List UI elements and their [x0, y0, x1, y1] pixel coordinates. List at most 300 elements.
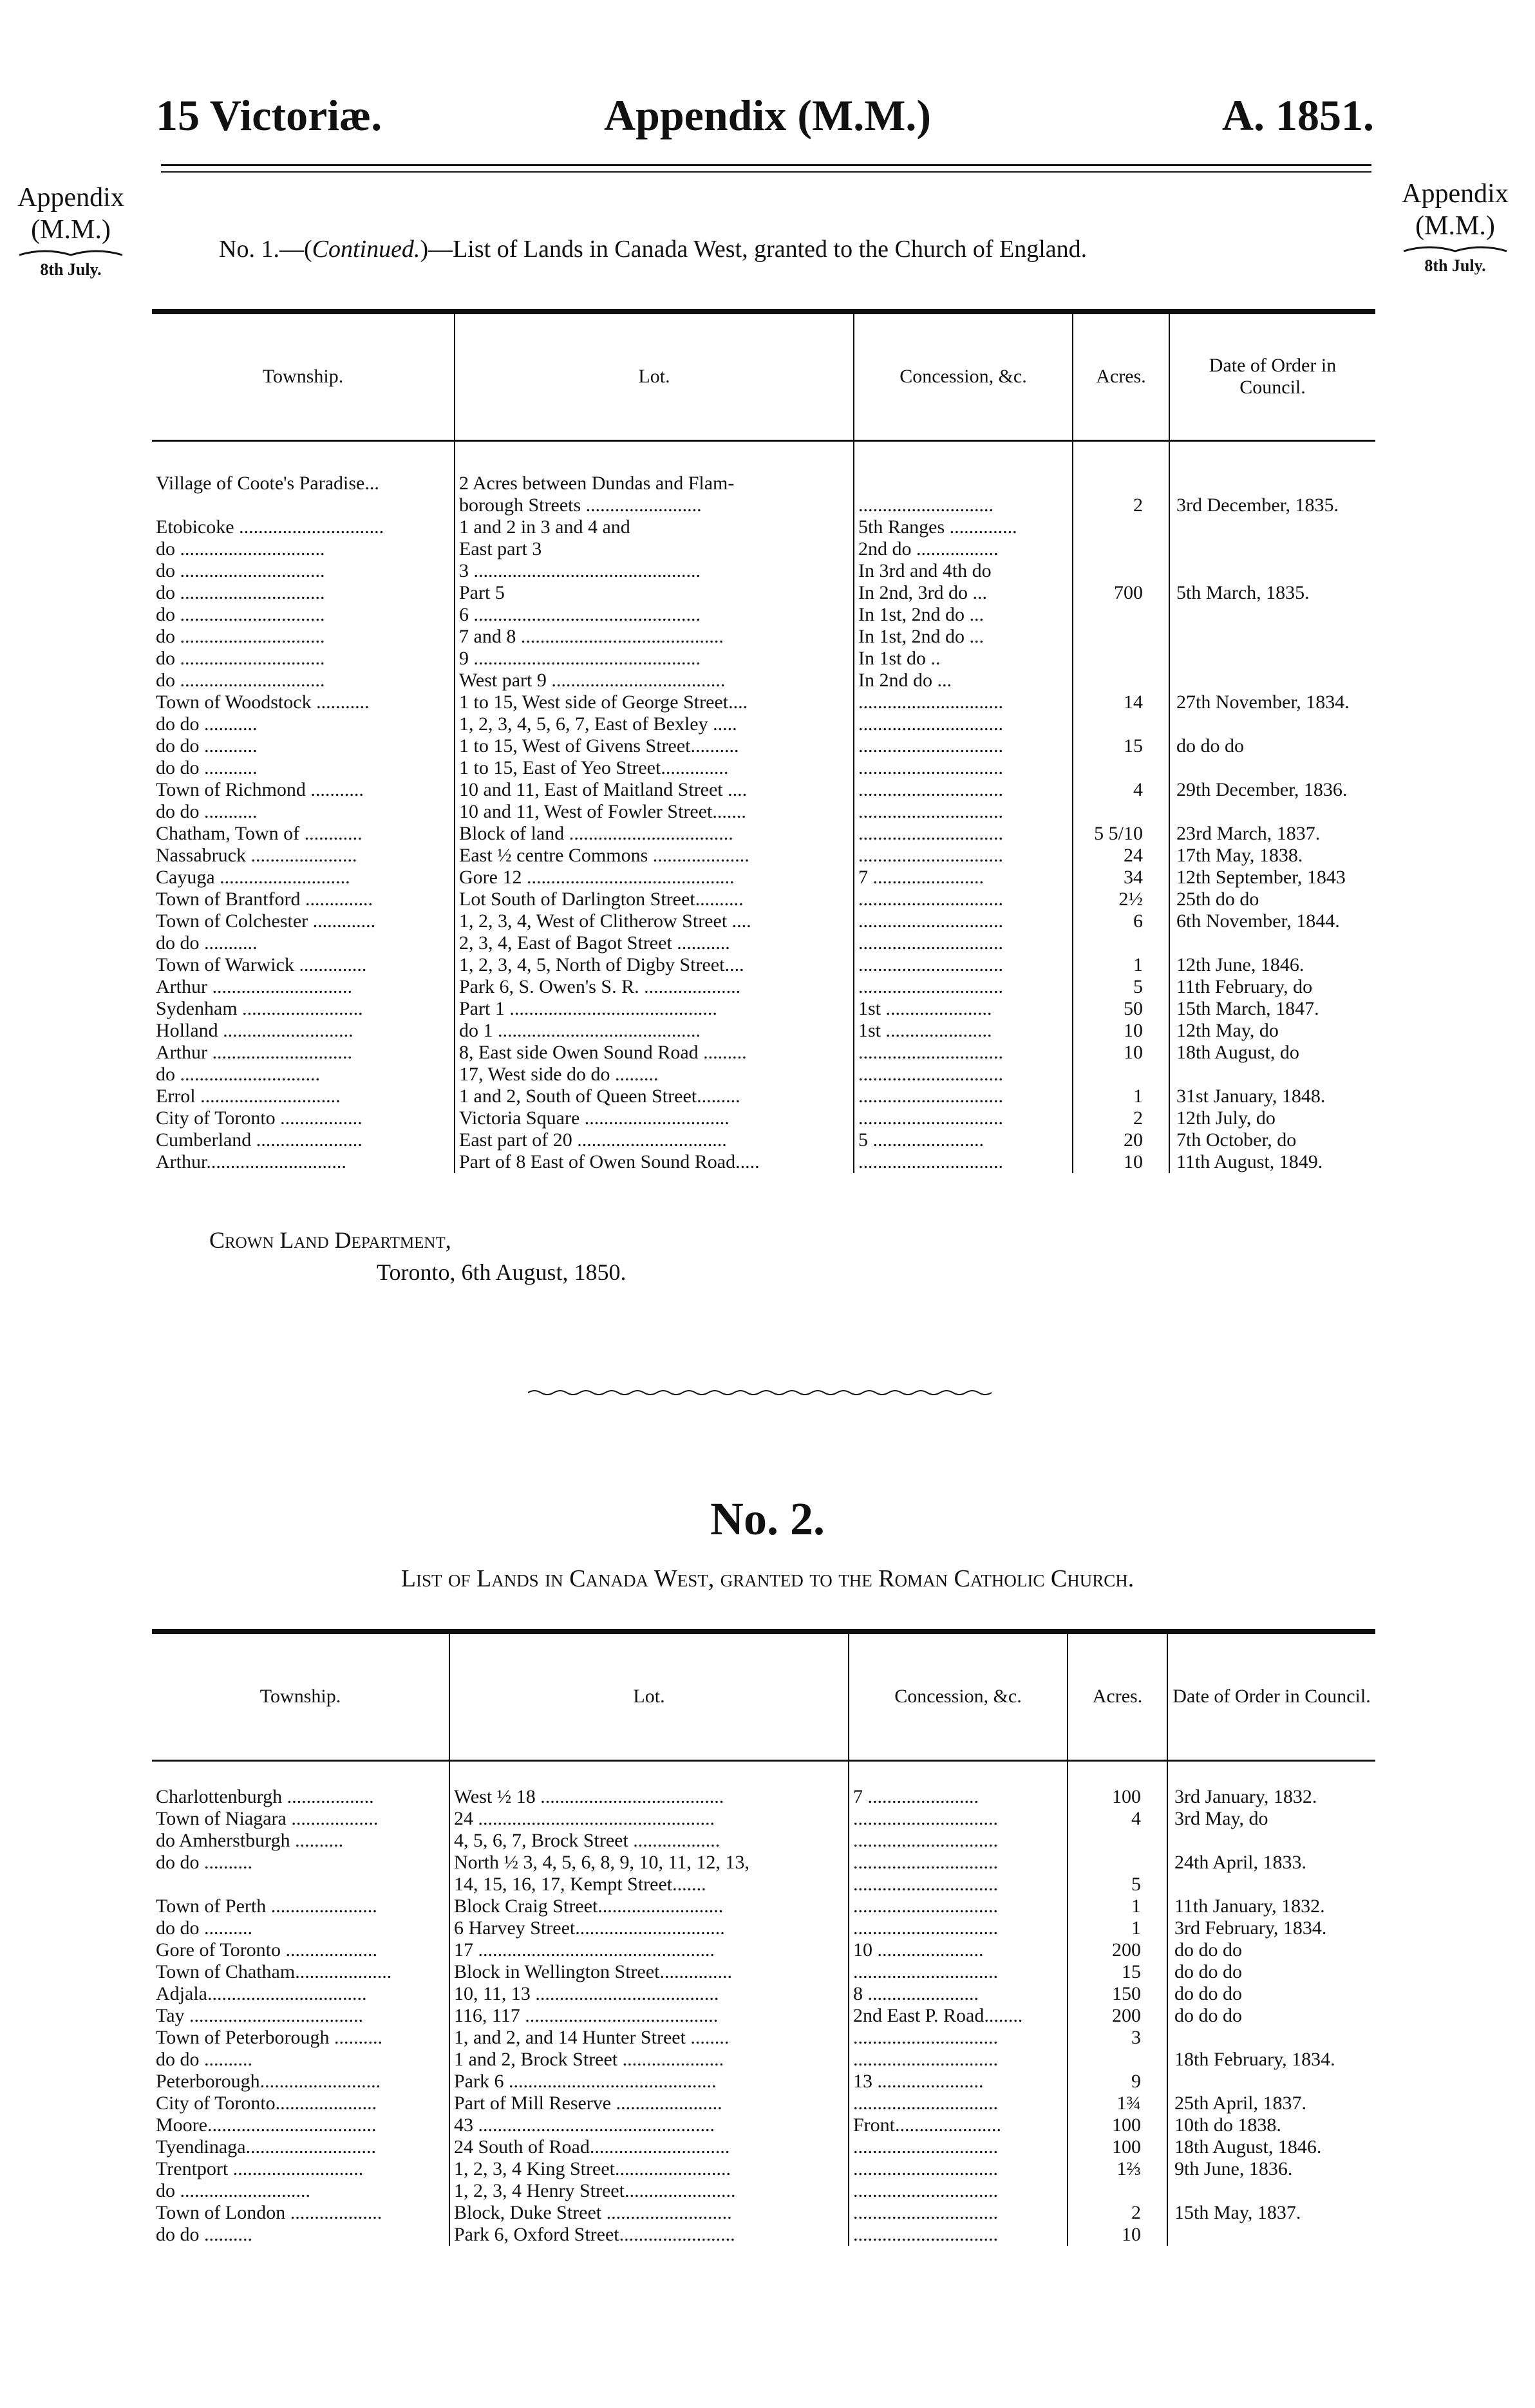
cell-date: 12th May, do: [1169, 1020, 1375, 1042]
cell-concession: In 3rd and 4th do: [854, 560, 1073, 582]
cell-concession: ..............................: [849, 2202, 1068, 2224]
cell-concession: ..............................: [854, 735, 1073, 757]
col-acres: Acres.: [1073, 312, 1169, 440]
cell-date: [1167, 1830, 1375, 1852]
margin-date: 8th July.: [1424, 256, 1486, 275]
cell-concession: ..............................: [849, 2049, 1068, 2071]
cell-lot: 4, 5, 6, 7, Brock Street ..................: [449, 1830, 849, 1852]
cell-date: 31st January, 1848.: [1169, 1086, 1375, 1107]
table-row: [152, 910, 1375, 932]
cell-concession: 5th Ranges ..............: [854, 516, 1073, 538]
cell-township: do ...........................: [156, 2180, 310, 2201]
cell-date: [1167, 2071, 1375, 2093]
cell-date: 18th August, do: [1169, 1042, 1375, 1064]
cell-date: 3rd February, 1834.: [1167, 1917, 1375, 1939]
cell-township: Nassabruck ......................: [156, 845, 357, 866]
cell-acres: 700: [1073, 582, 1169, 604]
cell-concession: ..............................: [849, 2158, 1068, 2180]
cell-lot: 2 Acres between Dundas and Flam-: [455, 473, 854, 494]
cell-date: do do do: [1167, 2005, 1375, 2027]
table-row: [152, 801, 1375, 823]
cell-acres: 10: [1068, 2224, 1167, 2246]
cell-acres: [1073, 648, 1169, 670]
cell-township: Town of Colchester .............: [156, 910, 376, 932]
cell-concession: ..............................: [854, 976, 1073, 998]
cell-lot: West part 9 ....................................: [455, 670, 854, 691]
table-row: [152, 1086, 1375, 1107]
cell-lot: 1, 2, 3, 4, 5, North of Digby Street....: [455, 954, 854, 976]
col-township: Township.: [259, 1686, 341, 1707]
cell-lot: 10 and 11, West of Fowler Street.......: [455, 801, 854, 823]
table-row: [152, 1151, 1375, 1173]
cell-lot: Park 6, Oxford Street........................: [449, 2224, 849, 2246]
cell-date: 24th April, 1833.: [1167, 1852, 1375, 1874]
cell-concession: ..............................: [854, 779, 1073, 801]
cell-acres: 15: [1073, 735, 1169, 757]
header-left: 15 Victoriæ.: [156, 91, 382, 140]
cell-concession: ..............................: [849, 1852, 1068, 1874]
section-no2-heading: No. 2.: [710, 1493, 825, 1545]
table-row: [152, 1064, 1375, 1086]
cell-concession: 8 .......................: [849, 1983, 1068, 2005]
cell-township: Town of Richmond ...........: [156, 779, 364, 800]
cell-concession: Front......................: [849, 2114, 1068, 2136]
margin-note-left: [6, 182, 135, 279]
cell-lot: 1 to 15, East of Yeo Street..............: [455, 757, 854, 779]
cell-township: Town of Niagara ..................: [156, 1808, 379, 1829]
cell-concession: ..............................: [854, 889, 1073, 910]
cell-township: do do ..........: [156, 2224, 252, 2245]
margin-date: 8th July.: [40, 260, 102, 279]
table-row: [152, 845, 1375, 867]
table-row: [152, 1808, 1375, 1830]
cell-acres: 200: [1068, 1939, 1167, 1961]
table-row: [152, 2180, 1375, 2202]
cell-date: do do do: [1169, 735, 1375, 757]
cell-township: [152, 1874, 449, 1895]
cell-acres: 1: [1073, 954, 1169, 976]
table-row: [152, 932, 1375, 954]
cell-concession: ..............................: [854, 801, 1073, 823]
cell-township: do ..............................: [156, 560, 325, 581]
cell-date: 18th February, 1834.: [1167, 2049, 1375, 2071]
cell-date: 10th do 1838.: [1167, 2114, 1375, 2136]
cell-acres: 6: [1073, 910, 1169, 932]
table-row: [152, 2027, 1375, 2049]
col-lot: Lot.: [455, 312, 854, 440]
cell-date: [1169, 757, 1375, 779]
cell-lot: 7 and 8 ..........................................: [455, 626, 854, 648]
cell-township: do ..............................: [156, 670, 325, 691]
cell-acres: [1073, 670, 1169, 691]
cell-date: 3rd May, do: [1167, 1808, 1375, 1830]
table-row: [152, 648, 1375, 670]
cell-lot: East ½ centre Commons ....................: [455, 845, 854, 867]
cell-township: do do ...........: [156, 801, 258, 822]
cell-date: 3rd December, 1835.: [1169, 494, 1375, 516]
table-row: [152, 1874, 1375, 1895]
credit-department: Crown Land Department,: [209, 1227, 451, 1253]
table-row: [152, 1107, 1375, 1129]
cell-lot: 6 Harvey Street...............................: [449, 1917, 849, 1939]
swirl-ornament-icon: [1384, 242, 1526, 256]
table-row: [152, 516, 1375, 538]
cell-acres: [1073, 626, 1169, 648]
cell-concession: ..............................: [849, 1917, 1068, 1939]
caption-rest: )—List of Lands in Canada West, granted to the Church of England.: [420, 236, 1088, 263]
cell-date: 3rd January, 1832.: [1167, 1786, 1375, 1808]
cell-date: 15th March, 1847.: [1169, 998, 1375, 1020]
cell-township: Gore of Toronto ...................: [156, 1939, 377, 1961]
cell-concession: In 1st, 2nd do ...: [854, 604, 1073, 626]
cell-acres: 4: [1068, 1808, 1167, 1830]
cell-acres: 150: [1068, 1983, 1167, 2005]
cell-township: Town of Chatham....................: [156, 1961, 392, 1982]
cell-concession: ..............................: [849, 2093, 1068, 2114]
cell-acres: [1073, 560, 1169, 582]
table-row: [152, 1830, 1375, 1852]
table-row: [152, 604, 1375, 626]
table1-body: [152, 440, 1375, 1173]
cell-acres: 14: [1073, 691, 1169, 713]
cell-township: Moore...................................: [156, 2114, 377, 2136]
cell-township: do do ...........: [156, 932, 258, 954]
credit-place-date: Toronto, 6th August, 1850.: [377, 1259, 626, 1285]
cell-township: do do ...........: [156, 735, 258, 757]
table-row: [152, 1852, 1375, 1874]
table-row: [152, 2071, 1375, 2093]
table-header-row: [152, 312, 1375, 440]
cell-township: Sydenham .........................: [156, 998, 363, 1019]
cell-township: Town of London ...................: [156, 2202, 382, 2223]
cell-township: do ..............................: [156, 626, 325, 647]
cell-concession: 7 .......................: [854, 867, 1073, 889]
table-row: [152, 2093, 1375, 2114]
col-township: Township.: [262, 366, 344, 388]
margin-note-right: [1384, 178, 1526, 276]
cell-concession: ..............................: [854, 713, 1073, 735]
col-date: Date of Order in Council.: [1169, 312, 1375, 440]
cell-lot: Victoria Square ..............................: [455, 1107, 854, 1129]
cell-lot: Part 1 ...........................................: [455, 998, 854, 1020]
table-row: [152, 626, 1375, 648]
cell-lot: 1 to 15, West side of George Street....: [455, 691, 854, 713]
cell-lot: 14, 15, 16, 17, Kempt Street.......: [449, 1874, 849, 1895]
table-row: [152, 1042, 1375, 1064]
cell-acres: 1: [1073, 1086, 1169, 1107]
cell-date: [1167, 2180, 1375, 2202]
table-row: [152, 691, 1375, 713]
cell-lot: Gore 12 ...........................................: [455, 867, 854, 889]
cell-township: Adjala.................................: [156, 1983, 367, 2004]
table-row: [152, 2224, 1375, 2246]
cell-lot: do 1 ..........................................: [455, 1020, 854, 1042]
cell-concession: ..............................: [854, 954, 1073, 976]
cell-date: 7th October, do: [1169, 1129, 1375, 1151]
cell-township: Tyendinaga...........................: [156, 2136, 377, 2158]
cell-acres: [1068, 2180, 1167, 2202]
margin-appendix: Appendix: [17, 183, 124, 212]
table-row: [152, 2049, 1375, 2071]
cell-date: 12th September, 1843: [1169, 867, 1375, 889]
cell-concession: 13 ......................: [849, 2071, 1068, 2093]
cell-date: 25th do do: [1169, 889, 1375, 910]
cell-lot: 1, 2, 3, 4, West of Clitherow Street ....: [455, 910, 854, 932]
cell-township: do do ..........: [156, 1917, 252, 1939]
cell-township: [152, 494, 455, 516]
cell-lot: 24 .................................................: [449, 1808, 849, 1830]
header-center: Appendix (M.M.): [603, 91, 932, 140]
cell-lot: 10, 11, 13 ......................................: [449, 1983, 849, 2005]
cell-township: Town of Perth ......................: [156, 1895, 377, 1917]
cell-date: [1167, 2027, 1375, 2049]
cell-lot: 2, 3, 4, East of Bagot Street ...........: [455, 932, 854, 954]
section-no2-caption: List of Lands in Canada West, granted to the Roman Catholic Church.: [400, 1565, 1135, 1592]
table-row: [152, 779, 1375, 801]
cell-township: do do ...........: [156, 757, 258, 778]
cell-acres: 10: [1073, 1042, 1169, 1064]
table-row: [152, 538, 1375, 560]
cell-lot: 1 and 2, South of Queen Street.........: [455, 1086, 854, 1107]
cell-concession: ..............................: [849, 1808, 1068, 1830]
col-acres: Acres.: [1068, 1632, 1167, 1760]
cell-acres: 9: [1068, 2071, 1167, 2093]
cell-concession: ..............................: [849, 2180, 1068, 2202]
table-row: [152, 473, 1375, 494]
cell-acres: 24: [1073, 845, 1169, 867]
table2-body: [152, 1760, 1375, 2246]
cell-acres: 10: [1073, 1151, 1169, 1173]
cell-date: [1169, 648, 1375, 670]
cell-acres: 100: [1068, 2114, 1167, 2136]
table-header-row: [152, 1632, 1375, 1760]
cell-concession: 1st ......................: [854, 998, 1073, 1020]
cell-lot: 24 South of Road.............................: [449, 2136, 849, 2158]
table-row: [152, 1961, 1375, 1983]
table-row: [152, 713, 1375, 735]
cell-concession: ..............................: [854, 1042, 1073, 1064]
cell-date: [1169, 604, 1375, 626]
cell-concession: [854, 473, 1073, 494]
table-row: [152, 2158, 1375, 2180]
cell-lot: Block, Duke Street ..........................: [449, 2202, 849, 2224]
cell-lot: 17 .................................................: [449, 1939, 849, 1961]
table-row: [152, 1129, 1375, 1151]
cell-acres: 100: [1068, 1786, 1167, 1808]
cell-acres: 2: [1073, 1107, 1169, 1129]
margin-mm: (M.M.): [31, 215, 111, 245]
cell-date: 25th April, 1837.: [1167, 2093, 1375, 2114]
table1-caption: [219, 235, 1087, 263]
cell-acres: 2: [1073, 494, 1169, 516]
cell-township: do do ..........: [156, 1852, 252, 1873]
cell-date: 12th July, do: [1169, 1107, 1375, 1129]
table-row: [152, 889, 1375, 910]
cell-acres: 200: [1068, 2005, 1167, 2027]
cell-lot: Lot South of Darlington Street..........: [455, 889, 854, 910]
cell-acres: [1073, 713, 1169, 735]
cell-acres: [1073, 932, 1169, 954]
cell-acres: 34: [1073, 867, 1169, 889]
cell-concession: ..............................: [849, 2224, 1068, 2246]
cell-date: [1169, 473, 1375, 494]
cell-concession: ..............................: [854, 1086, 1073, 1107]
cell-date: [1169, 713, 1375, 735]
cell-township: do ..............................: [156, 538, 325, 560]
section-separator-icon: [528, 1387, 992, 1398]
table-row: [152, 757, 1375, 779]
cell-concession: ..............................: [849, 1895, 1068, 1917]
cell-township: Cumberland ......................: [156, 1129, 363, 1151]
cell-township: Town of Brantford ..............: [156, 889, 373, 910]
cell-concession: 2nd East P. Road........: [849, 2005, 1068, 2027]
cell-acres: 10: [1073, 1020, 1169, 1042]
table-row: [152, 1020, 1375, 1042]
cell-acres: [1073, 516, 1169, 538]
cell-concession: 5 .......................: [854, 1129, 1073, 1151]
cell-concession: 1st ......................: [854, 1020, 1073, 1042]
cell-township: do do ...........: [156, 713, 258, 735]
cell-lot: 1, 2, 3, 4, 5, 6, 7, East of Bexley .....: [455, 713, 854, 735]
cell-lot: 6 ...............................................: [455, 604, 854, 626]
cell-date: do do do: [1167, 1961, 1375, 1983]
cell-acres: 2: [1068, 2202, 1167, 2224]
cell-concession: ..............................: [854, 932, 1073, 954]
cell-township: Town of Woodstock ...........: [156, 691, 370, 713]
cell-concession: ..............................: [854, 1064, 1073, 1086]
cell-township: City of Toronto .................: [156, 1107, 363, 1129]
cell-concession: In 2nd, 3rd do ...: [854, 582, 1073, 604]
cell-acres: [1073, 473, 1169, 494]
cell-date: 29th December, 1836.: [1169, 779, 1375, 801]
cell-acres: [1068, 1830, 1167, 1852]
cell-concession: 10 ......................: [849, 1939, 1068, 1961]
cell-date: [1169, 516, 1375, 538]
cell-acres: 100: [1068, 2136, 1167, 2158]
cell-lot: Block Craig Street..........................: [449, 1895, 849, 1917]
table-row: [152, 735, 1375, 757]
cell-lot: 8, East side Owen Sound Road .........: [455, 1042, 854, 1064]
cell-date: 12th June, 1846.: [1169, 954, 1375, 976]
cell-township: Errol .............................: [156, 1086, 341, 1107]
cell-township: Arthur .............................: [156, 1042, 352, 1063]
table-row: [152, 2005, 1375, 2027]
cell-lot: 10 and 11, East of Maitland Street ....: [455, 779, 854, 801]
cell-township: Cayuga ...........................: [156, 867, 350, 888]
table-row: [152, 670, 1375, 691]
cell-date: 9th June, 1836.: [1167, 2158, 1375, 2180]
cell-lot: Part of 8 East of Owen Sound Road.....: [455, 1151, 854, 1173]
swirl-ornament-icon: [6, 246, 135, 260]
table-church-of-england: [152, 309, 1375, 1173]
cell-date: [1167, 2224, 1375, 2246]
cell-acres: 4: [1073, 779, 1169, 801]
cell-township: Arthur .............................: [156, 976, 352, 997]
cell-acres: [1073, 604, 1169, 626]
cell-acres: 15: [1068, 1961, 1167, 1983]
cell-lot: Block of land ..................................: [455, 823, 854, 845]
cell-township: do ..............................: [156, 604, 325, 625]
cell-concession: In 1st, 2nd do ...: [854, 626, 1073, 648]
table-row: [152, 1983, 1375, 2005]
cell-lot: 1 and 2 in 3 and 4 and: [455, 516, 854, 538]
cell-date: [1167, 1874, 1375, 1895]
col-concession: Concession, &c.: [854, 312, 1073, 440]
cell-date: [1169, 626, 1375, 648]
cell-township: Town of Warwick ..............: [156, 954, 367, 975]
cell-acres: 1: [1068, 1895, 1167, 1917]
cell-acres: [1073, 538, 1169, 560]
cell-concession: 2nd do .................: [854, 538, 1073, 560]
cell-township: do ..............................: [156, 648, 325, 669]
table-row: [152, 494, 1375, 516]
cell-date: 15th May, 1837.: [1167, 2202, 1375, 2224]
cell-date: 5th March, 1835.: [1169, 582, 1375, 604]
caption-prefix: No. 1.—(: [219, 236, 312, 263]
table-row: [152, 1939, 1375, 1961]
cell-date: 23rd March, 1837.: [1169, 823, 1375, 845]
cell-acres: 20: [1073, 1129, 1169, 1151]
cell-concession: ..............................: [849, 1961, 1068, 1983]
table-row: [152, 998, 1375, 1020]
cell-lot: 1 to 15, West of Givens Street..........: [455, 735, 854, 757]
cell-township: Village of Coote's Paradise...: [156, 473, 379, 494]
header-rule-bottom: [161, 171, 1371, 173]
cell-concession: ..............................: [849, 1874, 1068, 1895]
cell-date: 11th August, 1849.: [1169, 1151, 1375, 1173]
cell-lot: East part 3: [455, 538, 854, 560]
cell-date: 27th November, 1834.: [1169, 691, 1375, 713]
cell-acres: 3: [1068, 2027, 1167, 2049]
cell-date: [1169, 932, 1375, 954]
margin-appendix: Appendix: [1402, 179, 1509, 209]
col-concession: Concession, &c.: [849, 1632, 1068, 1760]
table-row: [152, 1786, 1375, 1808]
cell-acres: 5: [1073, 976, 1169, 998]
cell-date: [1169, 801, 1375, 823]
cell-lot: 3 ...............................................: [455, 560, 854, 582]
cell-township: City of Toronto.....................: [156, 2093, 377, 2114]
cell-township: do do ..........: [156, 2049, 252, 2070]
cell-acres: [1068, 1852, 1167, 1874]
cell-date: [1169, 670, 1375, 691]
cell-township: Arthur.............................: [156, 1151, 346, 1172]
cell-lot: 1, and 2, and 14 Hunter Street ........: [449, 2027, 849, 2049]
cell-concession: ..............................: [854, 757, 1073, 779]
cell-acres: 1: [1068, 1917, 1167, 1939]
caption-continued: Continued.: [312, 236, 420, 263]
table-row: [152, 954, 1375, 976]
cell-concession: ............................: [854, 494, 1073, 516]
cell-acres: [1073, 1064, 1169, 1086]
cell-lot: West ½ 18 ......................................: [449, 1786, 849, 1808]
cell-date: [1169, 560, 1375, 582]
cell-township: Etobicoke ..............................: [156, 516, 384, 538]
table-row: [152, 867, 1375, 889]
cell-lot: North ½ 3, 4, 5, 6, 8, 9, 10, 11, 12, 13,: [449, 1852, 849, 1874]
cell-date: do do do: [1167, 1939, 1375, 1961]
cell-acres: 5: [1068, 1874, 1167, 1895]
cell-concession: In 2nd do ...: [854, 670, 1073, 691]
cell-lot: Block in Wellington Street...............: [449, 1961, 849, 1983]
table-row: [152, 2136, 1375, 2158]
table-roman-catholic: [152, 1629, 1375, 2246]
cell-date: 18th August, 1846.: [1167, 2136, 1375, 2158]
cell-lot: East part of 20 ...............................: [455, 1129, 854, 1151]
table-row: [152, 560, 1375, 582]
table-row: [152, 1917, 1375, 1939]
margin-mm: (M.M.): [1415, 211, 1495, 241]
